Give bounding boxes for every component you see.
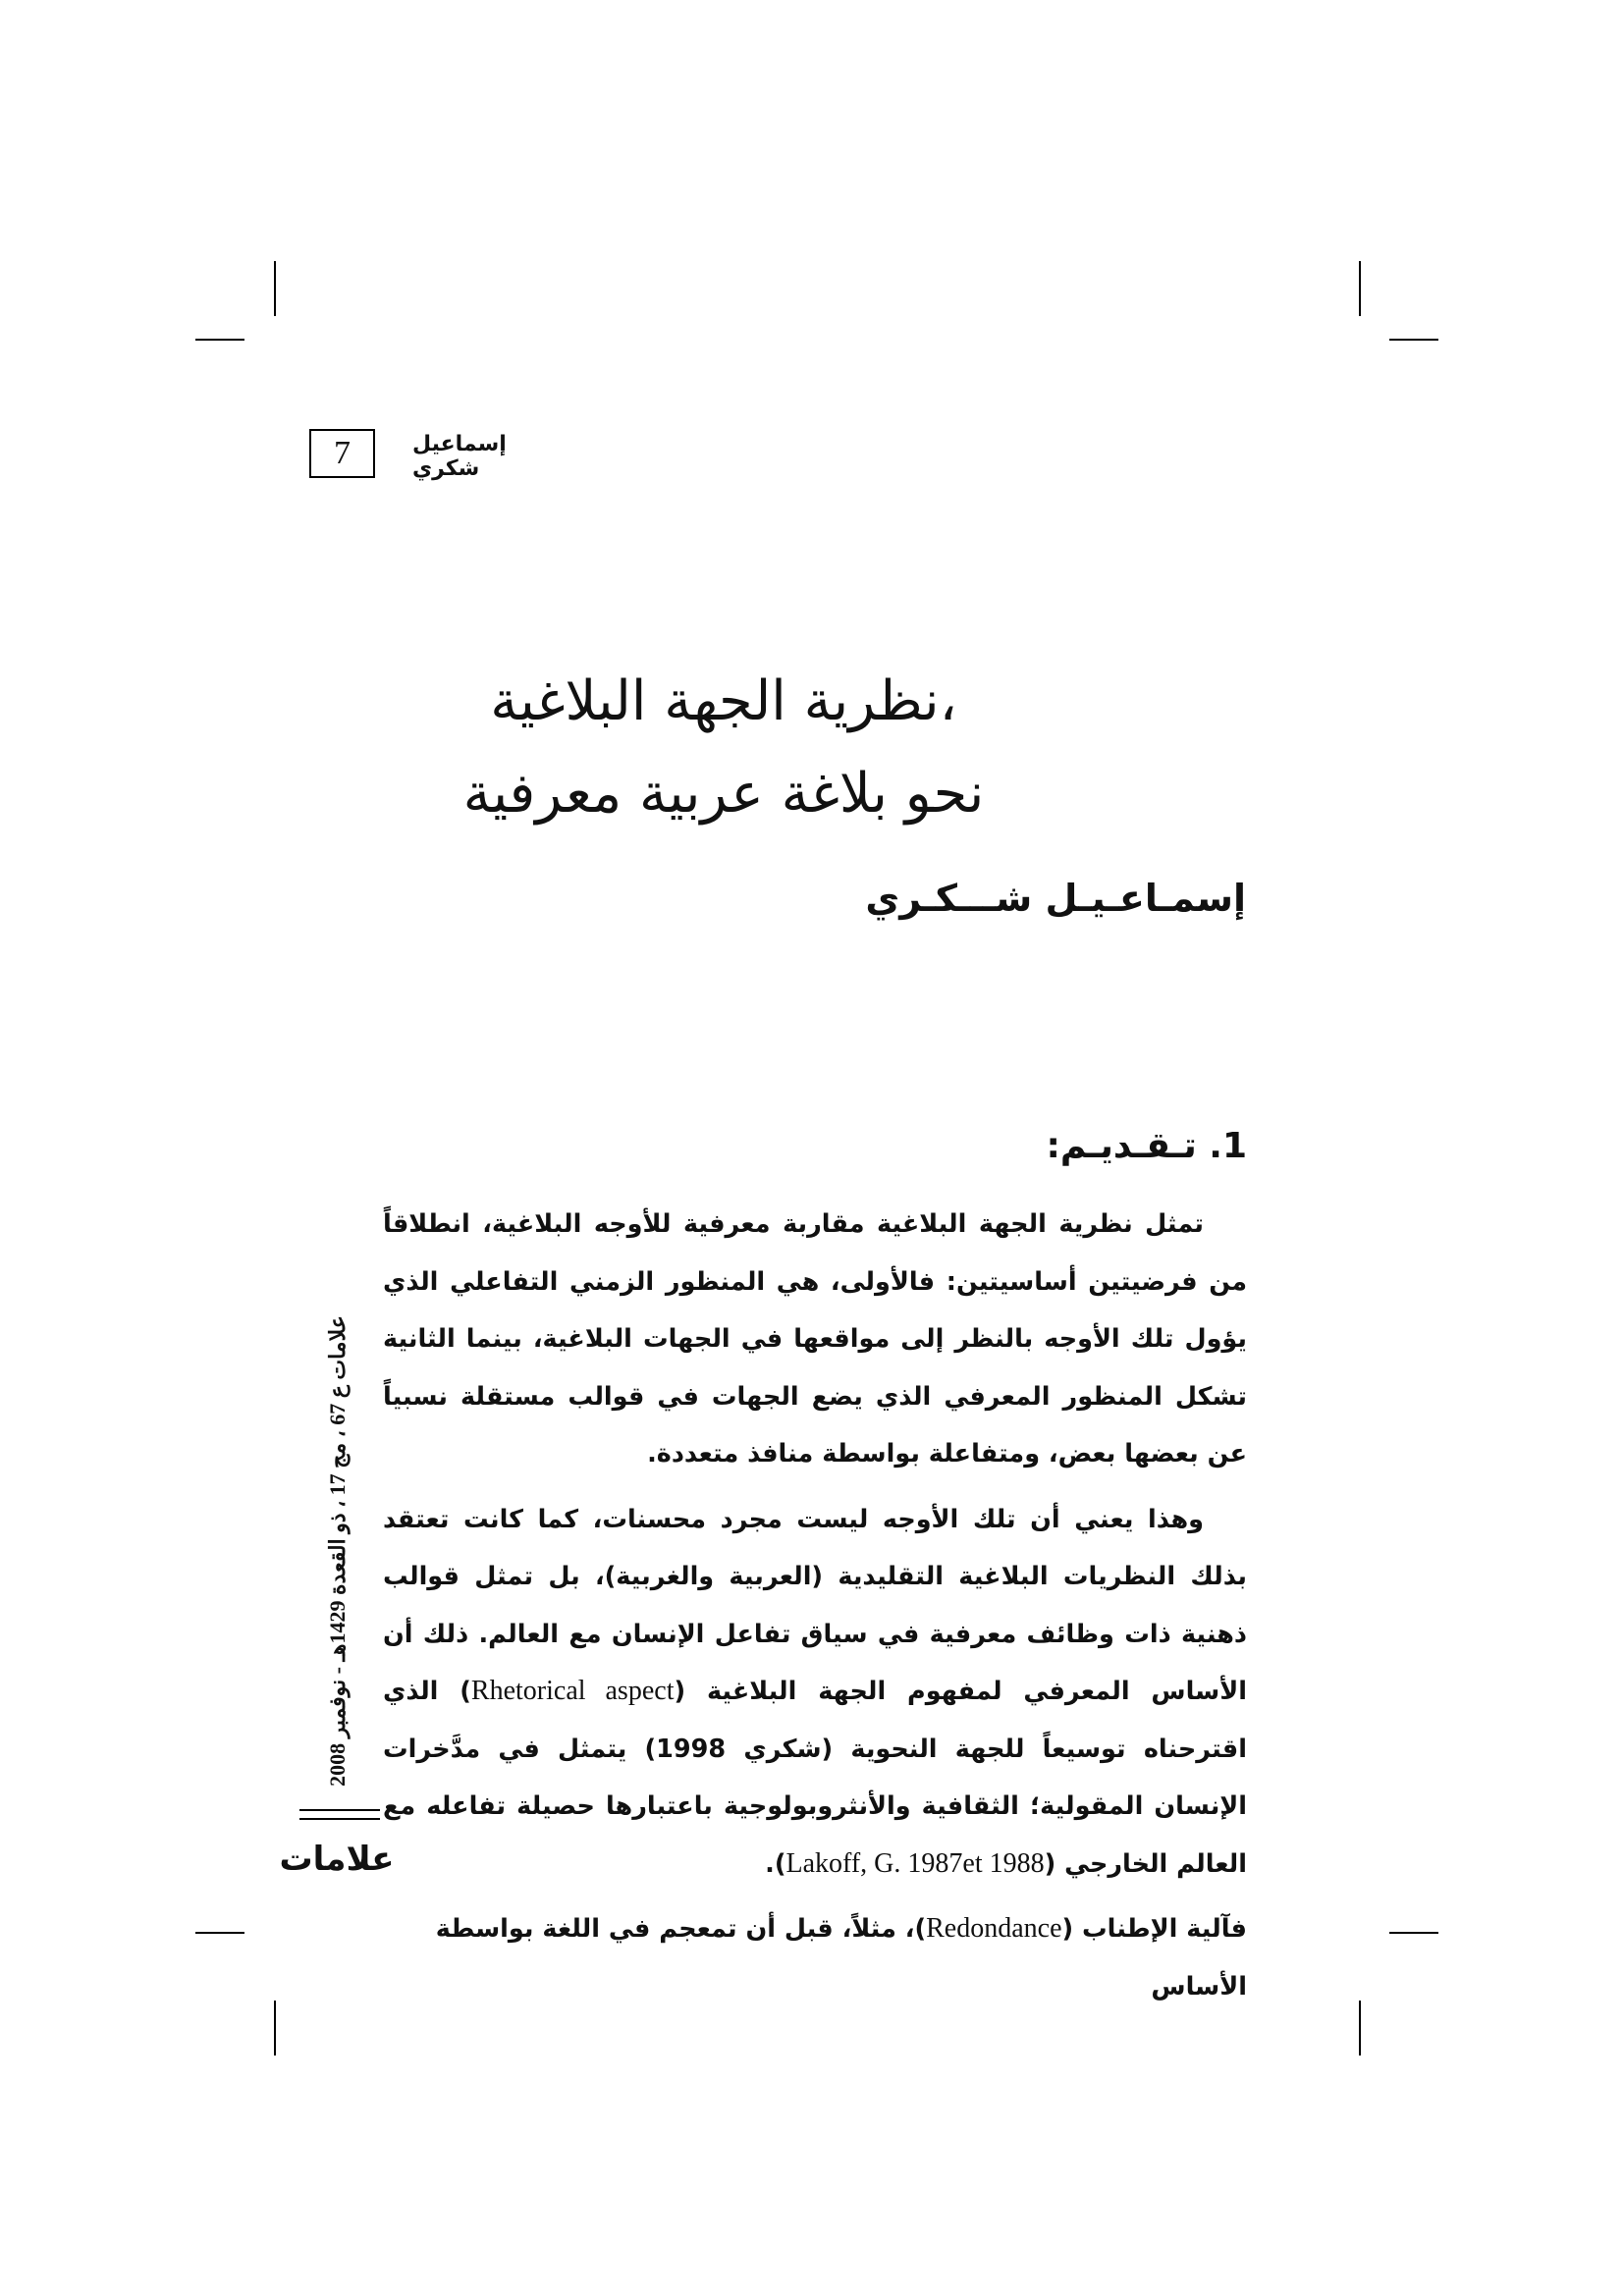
paragraph-2-text-c: 1998) يتمثل في مدَّخرات الإنسان المقولية؛ الثقافية والأنثروبولوجية باعتبارها حصيلة تفاعله مع العالم الخارجي ( [383,1734,1247,1879]
paragraph-2-text-d: ). [765,1848,786,1879]
page-number: 7 [309,429,375,478]
paragraph-2-text-a: وهذا يعني أن تلك الأوجه ليست مجرد محسنات، كما كانت تعتقد بذلك النظريات البلاغية التقليدية (العربية والغربية)، بل تمثل قوالب ذهنية ذات وظائف معرفية في سياق تفاعل الإنسان مع العالم. ذلك أن الأساس المعرفي لمفهوم الجهة البلاغية ( [383,1504,1247,1706]
paragraph-3-text-b: )، مثلاً، قبل أن تمعجم في اللغة بواسطة الأساس [435,1914,1247,2002]
journal-citation-text: علامات ع 67 ، مج 17 ، ذو القعدة 1429هـ - نوفمبر 2008 [325,1315,350,1787]
citation-author: شكري [743,1734,822,1764]
crop-mark-top-right-horizontal [1389,339,1438,341]
paragraph-3 [383,1900,1247,2015]
title-line-2: نحو بلاغة عربية معرفية [462,762,985,826]
latin-term-rhetorical-aspect: Rhetorical aspect [470,1676,675,1706]
crop-mark-top-left-vertical [274,261,276,316]
crop-mark-bottom-right-horizontal [1389,1932,1438,1934]
article-body [383,1196,1247,2023]
paragraph-1: تمثل نظرية الجهة البلاغية مقاربة معرفية للأوجه البلاغية، انطلاقاً من فرضيتين أساسيتين: فالأولى، هي المنظور الزمني التفاعلي الذي يؤول تلك الأوجه بالنظر إلى مواقعها في الجهات البلاغية، بينما الثانية تشكل المنظور المعرفي الذي يضع الجهات في قوالب مستقلة نسبياً عن بعضها بعض، ومتفاعلة بواسطة منافذ متعددة. [383,1209,1247,1468]
section-heading: 1. تـقـديـم: [1046,1126,1247,1166]
crop-mark-bottom-right-vertical [1359,2001,1361,2056]
article-author: إسمـاعـيـل شـــكـري [865,877,1246,920]
paragraph-3-text-a: فآلية الإطناب ( [1061,1914,1247,1944]
title-line-1: نظرية الجهة البلاغية، [490,669,957,733]
running-header-author: إسماعيل شكري [412,432,507,481]
article-title [409,656,1038,840]
paragraph-2 [383,1491,1247,1894]
crop-mark-bottom-left-horizontal [195,1932,244,1934]
journal-citation [310,1296,365,1806]
citation-rule-2 [299,1818,380,1820]
crop-mark-top-right-vertical [1359,261,1361,316]
citation-rule-1 [299,1809,380,1811]
crop-mark-top-left-horizontal [195,339,244,341]
latin-citation-lakoff: Lakoff, G. 1987et 1988 [785,1847,1045,1879]
latin-term-redondance: Redondance [926,1913,1062,1944]
paragraph-2-text-b: ) الذي اقترحناه توسيعاً للجهة النحوية ( [383,1677,1247,1764]
crop-mark-bottom-left-vertical [274,2001,276,2056]
journal-logo: علامات [279,1840,395,1879]
